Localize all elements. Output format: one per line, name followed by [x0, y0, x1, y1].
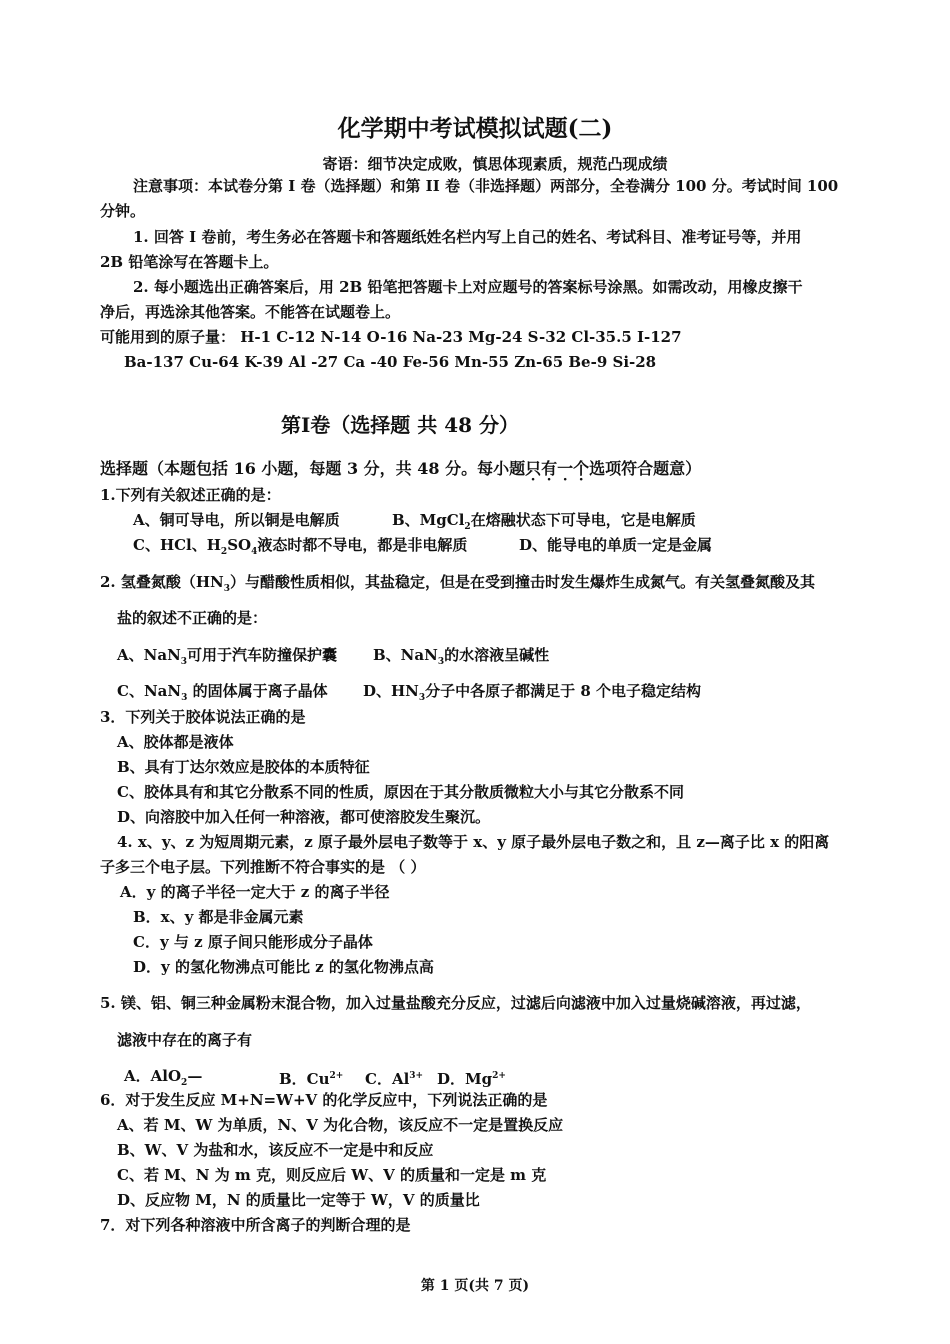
instructions-note-line2: 分钟。: [100, 202, 146, 220]
instructions-item1-line1: 1. 回答 I 卷前，考生务必在答题卡和答题纸姓名栏内写上自己的姓名、考试科目、准考证号等，并用: [133, 228, 802, 246]
q3-option-d: D、向溶胶中加入任何一种溶液，都可使溶胶发生聚沉。: [117, 808, 491, 826]
q5-stem-line1: 5. 镁、铝、铜三种金属粉末混合物，加入过量盐酸充分反应，过滤后向滤液中加入过量烧碱溶液，再过滤，: [100, 994, 811, 1012]
q3-option-c: C、胶体具有和其它分散系不同的性质，原因在于其分散质微粒大小与其它分散系不同: [117, 783, 684, 801]
q2-option-d: [363, 681, 701, 708]
instructions-item1-line2: 2B 铅笔涂写在答题卡上。: [100, 253, 279, 271]
q1-b-text: B、MgCl: [392, 511, 465, 529]
q5-stem-line2: 滤液中存在的离子有: [117, 1031, 253, 1049]
emphasis-char: 有: [541, 459, 558, 478]
q3-option-b: B、具有丁达尔效应是胶体的本质特征: [117, 758, 370, 776]
q5-option-c: [365, 1066, 423, 1089]
q2-a-text: A、NaN: [117, 646, 181, 664]
q2-option-b: [373, 645, 549, 672]
atomic-masses-line1: 可能用到的原子量： H-1 C-12 N-14 O-16 Na-23 Mg-24 S-32 Cl-35.5 I-127: [100, 328, 682, 346]
q2-a-subscript: 3: [180, 657, 188, 667]
section-intro-text: 选择题（本题包括 16 小题，每题 3 分，共 48 分。每小题: [100, 459, 526, 478]
q5-c-text: C．Al: [365, 1070, 410, 1088]
emphasis-char: 个: [573, 459, 590, 478]
q5-a-charge: —: [187, 1067, 203, 1085]
q5-d-text: D．Mg: [437, 1070, 493, 1088]
q1-c-text-mid: SO: [227, 536, 252, 554]
section-intro: [100, 459, 701, 479]
atomic-masses-line2: Ba-137 Cu-64 K-39 Al -27 Ca -40 Fe-56 Mn-55 Zn-65 Be-9 Si-28: [124, 353, 657, 371]
q1-option-b: [392, 510, 696, 537]
q6-stem: 6．对于发生反应 M+N=W+V 的化学反应中，下列说法正确的是: [100, 1091, 548, 1109]
q2-stem-text-end: ）与醋酸性质相似，其盐稳定，但是在受到撞击时发生爆炸生成氮气。有关氢叠氮酸及其: [230, 573, 816, 591]
q2-b-text: B、NaN: [373, 646, 438, 664]
q2-a-text-end: 可用于汽车防撞保护囊: [187, 646, 338, 664]
q2-c-subscript: 3: [181, 693, 188, 703]
instructions-note-line1: 注意事项：本试卷分第 I 卷（选择题）和第 II 卷（非选择题）两部分，全卷满分 100 分。考试时间 100: [133, 177, 839, 195]
q2-d-subscript: 3: [418, 693, 426, 703]
q1-option-d: D、能导电的单质一定是金属: [519, 536, 713, 554]
q5-option-d: [437, 1066, 506, 1089]
q6-option-d: D、反应物 M，N 的质量比一定等于 W，V 的质量比: [117, 1191, 480, 1209]
q4-stem-line2: 子多三个电子层。下列推断不符合事实的是 （ ）: [100, 858, 426, 876]
q7-stem: 7．对下列各种溶液中所含离子的判断合理的是: [100, 1216, 411, 1234]
section-title: 第Ⅰ卷（选择题 共 48 分）: [280, 413, 520, 437]
page-footer: 第 1 页(共 7 页): [420, 1278, 530, 1294]
q2-stem-subscript: 3: [223, 584, 231, 594]
q4-option-a: A．y 的离子半径一定大于 z 的离子半径: [120, 883, 390, 901]
q2-stem-line1: [100, 572, 815, 599]
q5-c-superscript: 3+: [409, 1071, 424, 1081]
q6-option-a: A、若 M、W 为单质，N、V 为化合物，该反应不一定是置换反应: [117, 1116, 564, 1134]
q2-c-text-end: 的固体属于离子晶体: [187, 682, 328, 700]
q1-option-a: A、铜可导电，所以铜是电解质: [133, 511, 340, 529]
q1-c-subscript: 4: [251, 547, 258, 557]
q1-stem: 1.下列有关叙述正确的是：: [100, 486, 281, 504]
q3-stem: 3．下列关于胶体说法正确的是: [100, 708, 306, 726]
instructions-item2-line2: 净后，再选涂其他答案。不能答在试题卷上。: [100, 303, 401, 321]
q1-c-text-end: 液态时都不导电，都是非电解质: [257, 536, 468, 554]
q6-option-c: C、若 M、N 为 m 克，则反应后 W、V 的质量和一定是 m 克: [117, 1166, 547, 1184]
instructions-item2-line1: 2. 每小题选出正确答案后，用 2B 铅笔把答题卡上对应题号的答案标号涂黑。如需改动，用橡皮擦干: [133, 278, 803, 296]
emphasis-char: 只: [525, 459, 542, 478]
q4-stem-line1: 4. x、y、z 为短周期元素，z 原子最外层电子数等于 x、y 原子最外层电子数之和，且 z—离子比 x 的阳离: [117, 833, 830, 851]
q3-option-a: A、胶体都是液体: [117, 733, 234, 751]
q5-a-text: A．AlO: [124, 1067, 182, 1085]
emphasis-char: 一: [557, 459, 574, 478]
q1-option-c: [133, 535, 467, 562]
q5-b-superscript: 2+: [329, 1071, 344, 1081]
page-title: 化学期中考试模拟试题(二): [337, 115, 613, 142]
q5-option-a: [124, 1066, 202, 1093]
q5-a-subscript: 2: [181, 1078, 188, 1088]
q2-b-text-end: 的水溶液呈碱性: [444, 646, 550, 664]
q2-option-a: [117, 645, 337, 672]
q1-b-text-end: 在熔融状态下可导电，它是电解质: [470, 511, 696, 529]
q2-stem-text: 2. 氢叠氮酸（HN: [100, 573, 224, 591]
q4-option-c: C．y 与 z 原子间只能形成分子晶体: [133, 933, 373, 951]
q6-option-b: B、W、V 为盐和水，该反应不一定是中和反应: [117, 1141, 434, 1159]
q2-d-text-end: 分子中各原子都满足于 8 个电子稳定结构: [425, 682, 702, 700]
q4-option-d: D．y 的氢化物沸点可能比 z 的氢化物沸点高: [133, 958, 434, 976]
q2-c-text: C、NaN: [117, 682, 182, 700]
q2-b-subscript: 3: [437, 657, 445, 667]
motto: 寄语：细节决定成败，慎思体现素质，规范凸现成绩: [322, 155, 668, 173]
q5-option-b: [279, 1066, 343, 1089]
q1-c-subscript: 2: [220, 547, 228, 557]
q2-stem-line2: 盐的叙述不正确的是：: [117, 609, 268, 627]
q5-d-superscript: 2+: [492, 1071, 506, 1081]
q1-c-text: C、HCl、H: [133, 536, 221, 554]
q2-option-c: [117, 681, 328, 708]
q4-option-b: B．x、y 都是非金属元素: [133, 908, 304, 926]
q5-b-text: B．Cu: [279, 1070, 330, 1088]
q2-d-text: D、HN: [363, 682, 419, 700]
section-intro-text-end: 选项符合题意）: [589, 459, 702, 478]
q1-b-subscript: 2: [464, 522, 471, 532]
